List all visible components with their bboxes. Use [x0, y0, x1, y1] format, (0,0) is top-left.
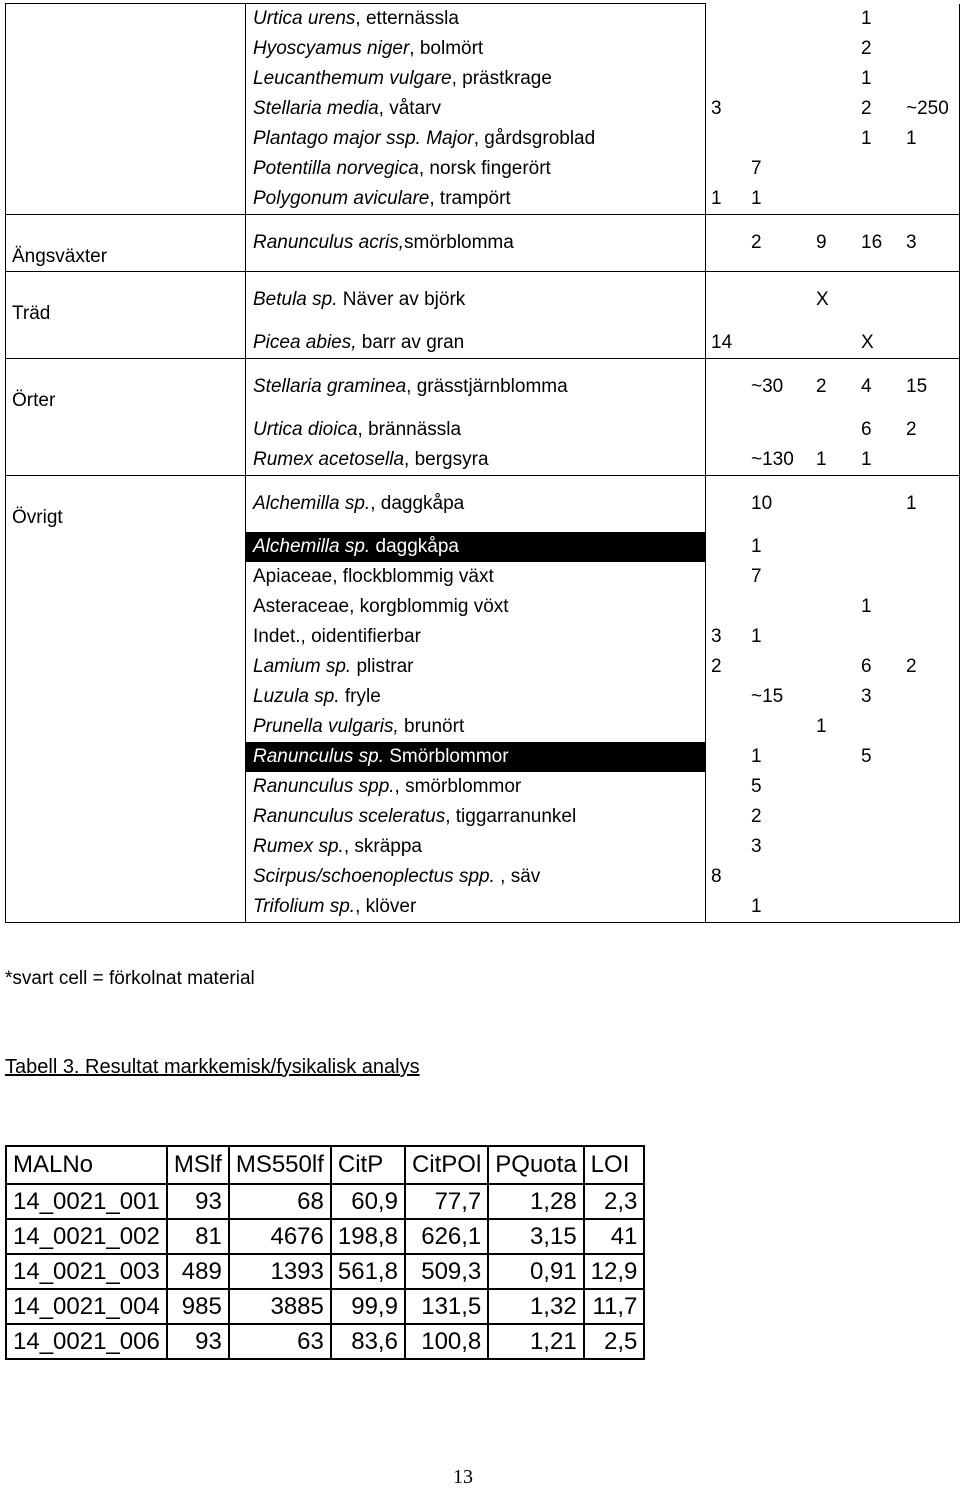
table-row: [6, 532, 960, 562]
column-header: LOI: [584, 1146, 645, 1184]
table-row: [6, 892, 960, 923]
category-cell: [6, 445, 246, 476]
count-value: 1: [751, 896, 762, 917]
species-name: [246, 862, 706, 892]
table-row: [6, 772, 960, 802]
swedish-name: , bolmört: [409, 38, 484, 59]
count-value: 10: [751, 493, 773, 514]
latin-name: Ranunculus sp.: [253, 746, 384, 767]
species-name: [246, 832, 706, 862]
count-cells: [706, 622, 960, 652]
category-cell: [6, 532, 246, 562]
count-cells: [706, 862, 960, 892]
value-cell: 1,32: [488, 1289, 583, 1324]
swedish-name: Apiaceae, flockblommig växt: [253, 566, 494, 587]
table-row: [6, 1219, 644, 1254]
table-row: [6, 1254, 644, 1289]
count-value: ~250: [906, 98, 949, 119]
count-value: 1: [816, 449, 827, 470]
swedish-name: Indet., oidentifierbar: [253, 626, 421, 647]
count-cells: [706, 4, 960, 35]
category-cell: [6, 184, 246, 215]
count-value: 7: [751, 158, 762, 179]
category-cell: [6, 892, 246, 923]
count-cells: [706, 532, 960, 562]
value-cell: 68: [229, 1184, 331, 1219]
value-cell: 99,9: [331, 1289, 405, 1324]
count-cells: [706, 328, 960, 359]
swedish-name: , klöver: [355, 896, 417, 917]
count-value: 1: [906, 128, 917, 149]
count-cells: [706, 124, 960, 154]
latin-name: Rumex sp.: [253, 836, 344, 857]
count-cells: [706, 272, 960, 329]
count-cells: [706, 562, 960, 592]
value-cell: 489: [167, 1254, 229, 1289]
table-row: [6, 359, 960, 416]
count-value: ~30: [751, 376, 784, 397]
count-value: 6: [861, 656, 872, 677]
table-row: [6, 476, 960, 533]
value-cell: 100,8: [405, 1324, 488, 1359]
category-cell: [6, 862, 246, 892]
count-cells: [706, 184, 960, 215]
count-value: 2: [711, 656, 722, 677]
table-row: [6, 622, 960, 652]
count-value: 3: [711, 626, 722, 647]
species-name: [246, 154, 706, 184]
count-value: 5: [751, 776, 762, 797]
page-number: 13: [453, 1466, 473, 1488]
species-name: [246, 562, 706, 592]
category-cell: [6, 94, 246, 124]
category-cell: [6, 832, 246, 862]
swedish-name: Näver av björk: [337, 289, 466, 310]
count-cells: [706, 772, 960, 802]
value-cell: 93: [167, 1184, 229, 1219]
species-name: [246, 892, 706, 923]
table-row: [6, 64, 960, 94]
swedish-name: , våtarv: [378, 98, 441, 119]
count-value: 1: [861, 596, 872, 617]
category-cell: [6, 154, 246, 184]
footnote: *svart cell = förkolnat material: [5, 968, 255, 989]
category-cell: [6, 742, 246, 772]
latin-name: Trifolium sp.: [253, 896, 356, 917]
latin-name: Luzula sp.: [253, 686, 340, 707]
latin-name: Rumex acetosella: [253, 449, 405, 470]
latin-name: Betula sp.: [253, 289, 338, 310]
swedish-name: , säv: [494, 866, 541, 887]
category-label: Örter: [12, 390, 56, 411]
count-value: 1: [751, 536, 762, 557]
count-value: 14: [711, 332, 733, 353]
table-row: [6, 215, 960, 272]
species-name: [246, 64, 706, 94]
latin-name: Alchemilla sp.: [253, 536, 371, 557]
count-cells: [706, 64, 960, 94]
category-label: Träd: [12, 303, 51, 324]
latin-name: Urtica dioica: [253, 419, 358, 440]
count-value: 1: [751, 626, 762, 647]
value-cell: 2,3: [584, 1184, 645, 1219]
category-cell: [6, 592, 246, 622]
category-cell: [6, 802, 246, 832]
species-name: [246, 592, 706, 622]
value-cell: 77,7: [405, 1184, 488, 1219]
table-row: [6, 445, 960, 476]
count-value: 1: [861, 7, 872, 29]
count-value: 3: [751, 836, 762, 857]
category-cell: [6, 124, 246, 154]
value-cell: 3,15: [488, 1219, 583, 1254]
value-cell: 198,8: [331, 1219, 405, 1254]
species-name: [246, 802, 706, 832]
column-header: PQuota: [488, 1146, 583, 1184]
count-cells: [706, 445, 960, 476]
latin-name: Ranunculus sceleratus: [253, 806, 446, 827]
category-cell: [6, 328, 246, 359]
table-row: [6, 562, 960, 592]
value-cell: 63: [229, 1324, 331, 1359]
category-cell: [6, 652, 246, 682]
value-cell: 2,5: [584, 1324, 645, 1359]
value-cell: 0,91: [488, 1254, 583, 1289]
count-cells: [706, 712, 960, 742]
category-cell: [6, 476, 246, 533]
count-value: 3: [711, 98, 722, 119]
count-cells: [706, 94, 960, 124]
swedish-name: , brännässla: [357, 419, 462, 440]
value-cell: 1393: [229, 1254, 331, 1289]
table-caption: Tabell 3. Resultat markkemisk/fysikalisk analys: [5, 1056, 420, 1078]
count-value: 2: [906, 419, 917, 440]
latin-name: Picea abies,: [253, 332, 357, 353]
count-cells: [706, 34, 960, 64]
swedish-name: smörblomma: [404, 232, 514, 253]
swedish-name: , bergsyra: [404, 449, 489, 470]
table-row: [6, 34, 960, 64]
results-header-row: [6, 1146, 644, 1184]
table-row: [6, 272, 960, 329]
count-value: 16: [861, 232, 883, 253]
table-row: [6, 712, 960, 742]
swedish-name: daggkåpa: [370, 536, 459, 557]
count-cells: [706, 742, 960, 772]
results-table: [5, 1145, 645, 1360]
count-value: 2: [861, 38, 872, 59]
count-value: 2: [861, 98, 872, 119]
swedish-name: , gårdsgroblad: [473, 128, 596, 149]
latin-name: Stellaria media: [253, 98, 379, 119]
latin-name: Polygonum aviculare: [253, 188, 430, 209]
value-cell: 1,21: [488, 1324, 583, 1359]
species-name-charred: [246, 532, 706, 562]
swedish-name: , smörblommor: [394, 776, 522, 797]
value-cell: 1,28: [488, 1184, 583, 1219]
table-row: [6, 1324, 644, 1359]
latin-name: Alchemilla sp.: [253, 493, 371, 514]
latin-name: Lamium sp.: [253, 656, 352, 677]
category-cell: [6, 4, 246, 35]
count-value: 2: [906, 656, 917, 677]
count-value: 5: [861, 746, 872, 767]
count-cells: [706, 215, 960, 272]
category-cell: [6, 772, 246, 802]
category-cell: [6, 34, 246, 64]
species-name: [246, 184, 706, 215]
table-row: [6, 124, 960, 154]
count-value: 1: [711, 188, 722, 209]
table-row: [6, 184, 960, 215]
species-name: [246, 94, 706, 124]
count-value: ~15: [751, 686, 784, 707]
species-name: [246, 445, 706, 476]
sample-id-cell: 14_0021_003: [6, 1254, 167, 1289]
count-value: X: [816, 289, 829, 310]
table-row: [6, 1289, 644, 1324]
value-cell: 12,9: [584, 1254, 645, 1289]
species-name: [246, 359, 706, 416]
swedish-name: , trampört: [429, 188, 511, 209]
count-value: 3: [861, 686, 872, 707]
value-cell: 4676: [229, 1219, 331, 1254]
latin-name: Ranunculus spp.: [253, 776, 395, 797]
table-row: [6, 154, 960, 184]
table-row: [6, 802, 960, 832]
value-cell: 985: [167, 1289, 229, 1324]
value-cell: 60,9: [331, 1184, 405, 1219]
count-value: ~130: [751, 449, 794, 470]
species-name: [246, 415, 706, 445]
species-name: [246, 215, 706, 272]
count-cells: [706, 892, 960, 923]
swedish-name: , grässtjärnblomma: [406, 376, 568, 397]
swedish-name: fryle: [339, 686, 381, 707]
sample-id-cell: 14_0021_001: [6, 1184, 167, 1219]
latin-name: Scirpus/schoenoplectus spp.: [253, 866, 495, 887]
value-cell: 93: [167, 1324, 229, 1359]
value-cell: 3885: [229, 1289, 331, 1324]
category-cell: [6, 272, 246, 329]
species-name: [246, 476, 706, 533]
count-value: 1: [751, 746, 762, 767]
category-label: Övrigt: [12, 507, 63, 528]
category-cell: [6, 712, 246, 742]
latin-name: Prunella vulgaris,: [253, 716, 399, 737]
latin-name: Ranunculus acris,: [253, 232, 405, 253]
swedish-name: , prästkrage: [451, 68, 552, 89]
swedish-name: , etternässla: [355, 8, 459, 29]
species-name: [246, 34, 706, 64]
table-row: [6, 4, 960, 35]
swedish-name: , tiggarranunkel: [445, 806, 577, 827]
sample-id-cell: 14_0021_004: [6, 1289, 167, 1324]
latin-name: Leucanthemum vulgare: [253, 68, 452, 89]
column-header: MALNo: [6, 1146, 167, 1184]
value-cell: 561,8: [331, 1254, 405, 1289]
count-value: 1: [861, 68, 872, 89]
count-cells: [706, 154, 960, 184]
swedish-name: barr av gran: [356, 332, 465, 353]
category-cell: [6, 562, 246, 592]
latin-name: Plantago major ssp. Major: [253, 128, 474, 149]
swedish-name: , daggkåpa: [370, 493, 465, 514]
column-header: MS550lf: [229, 1146, 331, 1184]
species-name: [246, 772, 706, 802]
species-name: [246, 652, 706, 682]
column-header: MSlf: [167, 1146, 229, 1184]
count-cells: [706, 359, 960, 416]
category-cell: [6, 64, 246, 94]
table-row: [6, 328, 960, 359]
table-row: [6, 592, 960, 622]
swedish-name: plistrar: [351, 656, 414, 677]
count-value: 2: [751, 806, 762, 827]
count-cells: [706, 415, 960, 445]
category-cell: [6, 215, 246, 272]
count-cells: [706, 476, 960, 533]
count-value: 1: [861, 128, 872, 149]
value-cell: 11,7: [584, 1289, 645, 1324]
count-cells: [706, 652, 960, 682]
sample-id-cell: 14_0021_006: [6, 1324, 167, 1359]
count-value: 4: [861, 376, 872, 397]
table-row: [6, 862, 960, 892]
table-row: [6, 742, 960, 772]
species-name: [246, 712, 706, 742]
count-cells: [706, 802, 960, 832]
table-row: [6, 415, 960, 445]
species-name-charred: [246, 742, 706, 772]
count-value: 15: [906, 376, 928, 397]
count-value: 9: [816, 232, 827, 253]
species-name: [246, 124, 706, 154]
count-value: 2: [816, 376, 827, 397]
count-value: 1: [751, 188, 762, 209]
value-cell: 131,5: [405, 1289, 488, 1324]
species-name: [246, 682, 706, 712]
count-value: 3: [906, 232, 917, 253]
category-label: Ängsväxter: [12, 246, 108, 267]
table-row: [6, 652, 960, 682]
count-value: X: [861, 332, 874, 353]
swedish-name: , skräppa: [343, 836, 422, 857]
table-row: [6, 832, 960, 862]
column-header: CitP: [331, 1146, 405, 1184]
table-row: [6, 94, 960, 124]
count-cells: [706, 832, 960, 862]
value-cell: 41: [584, 1219, 645, 1254]
count-value: 7: [751, 566, 762, 587]
species-name: [246, 328, 706, 359]
value-cell: 83,6: [331, 1324, 405, 1359]
species-table: [5, 3, 960, 923]
count-cells: [706, 682, 960, 712]
latin-name: Potentilla norvegica: [253, 158, 419, 179]
latin-name: Urtica urens: [253, 8, 356, 29]
swedish-name: Asteraceae, korgblommig vöxt: [253, 596, 509, 617]
count-value: 1: [906, 493, 917, 514]
latin-name: Hyoscyamus niger: [253, 38, 410, 59]
swedish-name: brunört: [398, 716, 465, 737]
count-value: 6: [861, 419, 872, 440]
sample-id-cell: 14_0021_002: [6, 1219, 167, 1254]
latin-name: Stellaria graminea: [253, 376, 407, 397]
category-cell: [6, 682, 246, 712]
value-cell: 626,1: [405, 1219, 488, 1254]
column-header: CitPOl: [405, 1146, 488, 1184]
count-value: 1: [816, 716, 827, 737]
swedish-name: Smörblommor: [383, 746, 509, 767]
species-name: [246, 272, 706, 329]
value-cell: 509,3: [405, 1254, 488, 1289]
count-value: 1: [861, 449, 872, 470]
category-cell: [6, 359, 246, 416]
swedish-name: , norsk fingerört: [418, 158, 551, 179]
count-cells: [706, 592, 960, 622]
species-name: [246, 622, 706, 652]
count-value: 2: [751, 232, 762, 253]
count-value: 8: [711, 866, 722, 887]
table-row: [6, 1184, 644, 1219]
value-cell: 81: [167, 1219, 229, 1254]
species-name: [246, 4, 706, 35]
category-cell: [6, 415, 246, 445]
table-row: [6, 682, 960, 712]
category-cell: [6, 622, 246, 652]
